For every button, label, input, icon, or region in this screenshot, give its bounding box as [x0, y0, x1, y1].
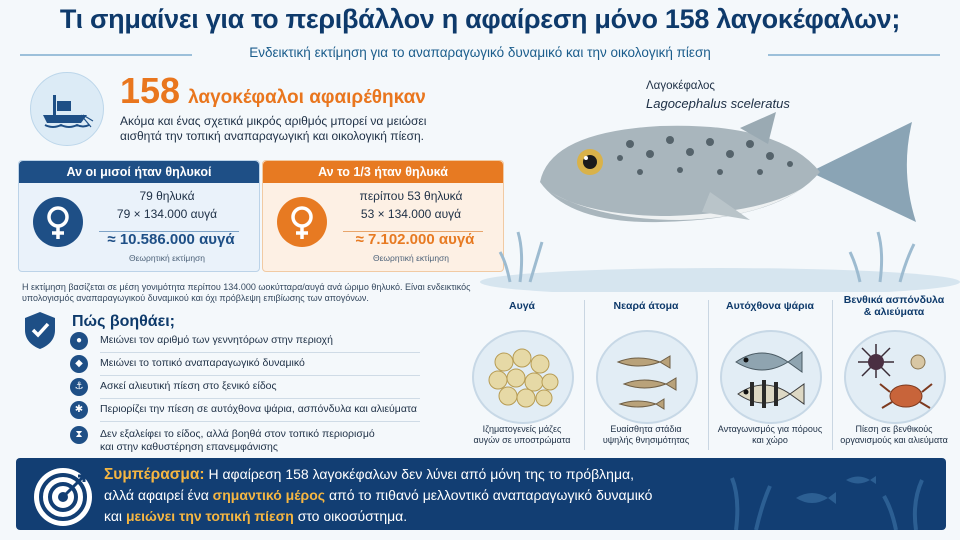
sea-urchin-crab-icon [844, 330, 946, 424]
impact-desc-line: Ιζηματογενείς μάζες [482, 424, 562, 434]
help-item-text-cont: και στην καθυστέρηση επανεμφάνισης [100, 441, 278, 453]
people-icon: ● [70, 332, 88, 350]
scenario-heading: Αν οι μισοί ήταν θηλυκοί [19, 161, 259, 183]
impact-title: Αυγά [509, 300, 535, 312]
divider [584, 300, 585, 450]
fish-common-name: Λαγοκέφαλος [646, 80, 715, 92]
impact-desc-line: υψηλής θνησιμότητας [602, 435, 690, 445]
impact-desc [466, 424, 578, 446]
scenario-heading: Αν το 1/3 ήταν θηλυκά [263, 161, 503, 183]
native-fish-icon [720, 330, 822, 424]
divider [100, 352, 420, 353]
scenario-females: περίπου 53 θηλυκά [359, 189, 463, 203]
divider [708, 300, 709, 450]
help-item-text: Περιορίζει την πίεση σε αυτόχθονα ψάρια, ασπόνδυλα και αλιεύματα [100, 403, 417, 415]
divider [100, 398, 420, 399]
conclusion-lead: Συμπέρασμα: [104, 466, 205, 483]
help-item-text: Δεν εξαλείφει το είδος, αλλά βοηθά στον τοπικό περιορισμό [100, 428, 375, 440]
impact-desc-line: αυγών σε υποστρώματα [473, 435, 571, 445]
scenario-result: ≈ 10.586.000 αυγά [107, 231, 235, 248]
conclusion-text [104, 464, 724, 527]
fish-icon: ◆ [70, 355, 88, 373]
conclusion-highlight: μειώνει την τοπική πίεση [125, 508, 294, 524]
impact-panel-invertebrates [838, 294, 950, 456]
divider [100, 375, 420, 376]
scenario-formula: 53 × 134.000 αυγά [360, 207, 462, 221]
scenario-result: ≈ 7.102.000 αυγά [355, 231, 475, 248]
impact-title-line: & αλιεύματα [863, 306, 925, 318]
impact-desc-line: Πίεση σε βενθικούς [855, 424, 933, 434]
impact-desc [838, 424, 950, 446]
scenario-note: Θεωρητική εκτίμηση [372, 253, 450, 263]
conclusion-part: Η αφαίρεση 158 λαγοκέφαλων δεν λύνει από μόνη της το πρόβλημα, [208, 466, 634, 482]
ecosystem-icon: ✱ [70, 401, 88, 419]
summary-text: Ακόμα και ένας σχετικά μικρός αριθμός μπορεί να μειώσει αισθητά την τοπική αναπαραγωγική και οικολογική πίεση. [120, 114, 427, 143]
hourglass-icon: ⧗ [70, 426, 88, 444]
conclusion-banner [16, 458, 946, 530]
estimate-footnote: Η εκτίμηση βασίζεται σε μέση γονιμότητα περίπου 134.000 ωοκύτταρα/αυγά ανά ώριμο θηλυκό. Είναι ενδεικτικός υπολογισμός αναπαραγωγικού δυναμικού και όχι πρόβλεψη επιβίωσης των απογόνων. [22, 282, 471, 303]
impact-panel-juveniles [590, 294, 702, 456]
divider [100, 421, 420, 422]
divider [832, 300, 833, 450]
impact-title: Νεαρά άτομα [613, 300, 679, 312]
female-symbol-icon [277, 197, 327, 247]
impact-panel-eggs [466, 294, 578, 456]
hook-icon: ⚓ [70, 378, 88, 396]
conclusion-highlight: σημαντικό μέρος [212, 487, 326, 503]
conclusion-part: αλλά αφαιρεί ένα [104, 487, 209, 503]
juvenile-fish-icon [596, 330, 698, 424]
impact-title: Αυτόχθονα ψάρια [726, 300, 814, 312]
conclusion-part: στο οικοσύστημα. [297, 508, 408, 524]
fish-scientific-name: Lagocephalus sceleratus [646, 96, 790, 111]
seaweed-decoration [716, 458, 946, 530]
scenario-note: Θεωρητική εκτίμηση [128, 253, 206, 263]
impact-panel-native-fish [714, 294, 826, 456]
scenario-card-third [262, 160, 504, 272]
help-item-text: Μειώνει το τοπικό αναπαραγωγικό δυναμικό [100, 357, 305, 369]
removed-count-heading [120, 70, 426, 112]
fishing-boat-icon [30, 72, 104, 146]
impact-desc-line: οργανισμούς και αλιεύματα [840, 435, 948, 445]
impact-desc-line: και χώρο [752, 435, 788, 445]
help-item-text: Μειώνει τον αριθμό των γεννητόρων στην περιοχή [100, 334, 333, 346]
impact-desc-line: Ευαίσθητα στάδια [610, 424, 682, 434]
impact-desc [714, 424, 826, 446]
help-title: Πώς βοηθάει; [72, 313, 175, 330]
pufferfish-illustration [480, 92, 960, 292]
eggs-icon [472, 330, 574, 424]
impact-desc [590, 424, 702, 446]
removed-count: 158 [120, 70, 181, 111]
page-subtitle: Ενδεικτική εκτίμηση για το αναπαραγωγικό δυναμικό και την οικολογική πίεση [249, 45, 711, 60]
conclusion-part: από το πιθανό μελλοντικό αναπαραγωγικό δυναμικό [328, 487, 653, 503]
impact-desc-line: Ανταγωνισμός για πόρους [717, 424, 823, 434]
help-item-text: Ασκεί αλιευτική πίεση στο ξενικό είδος [100, 380, 277, 392]
impact-title [838, 294, 950, 318]
female-symbol-icon [33, 197, 83, 247]
scenario-formula: 79 × 134.000 αυγά [116, 207, 218, 221]
shield-check-icon [22, 310, 58, 350]
page-title: Τι σημαίνει για το περιβάλλον η αφαίρεση μόνο 158 λαγοκέφαλων; [59, 4, 901, 34]
target-icon [34, 468, 92, 526]
scenario-females: 79 θηλυκά [139, 189, 195, 203]
impact-title-line: Βενθικά ασπόνδυλα [843, 294, 945, 306]
removed-count-label: λαγοκέφαλοι αφαιρέθηκαν [188, 87, 426, 108]
conclusion-part: και [104, 508, 123, 524]
scenario-card-half [18, 160, 260, 272]
